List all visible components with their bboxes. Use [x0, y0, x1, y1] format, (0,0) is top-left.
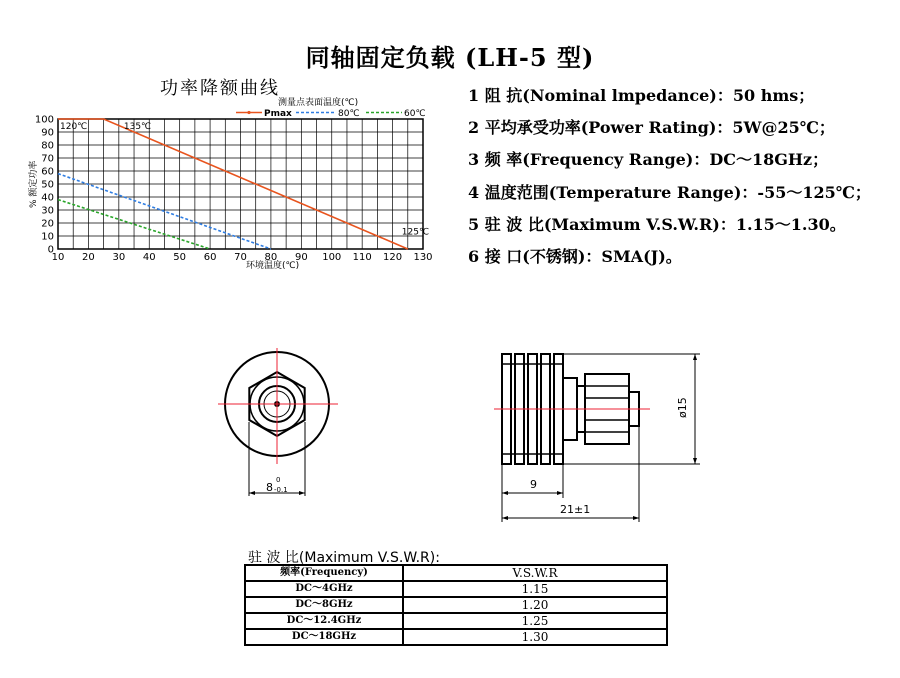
- annotation-label: 125℃: [401, 227, 430, 238]
- y-tick-label: 70: [41, 153, 54, 165]
- x-tick-label: 100: [322, 252, 342, 263]
- front-view-drawing: [200, 340, 370, 500]
- cell-frequency: DC～18GHz: [245, 629, 403, 645]
- derating-chart: [0, 0, 450, 280]
- x-tick-label: 90: [294, 252, 308, 263]
- cell-vswr: 1.25: [403, 613, 667, 629]
- x-tick-label: 80: [264, 252, 278, 263]
- header-frequency: 频率(Frequency): [245, 565, 403, 581]
- x-tick-label: 130: [413, 252, 433, 263]
- y-tick-label: 50: [41, 179, 54, 191]
- y-tick-label: 0: [47, 244, 54, 256]
- x-tick-label: 30: [112, 252, 126, 263]
- spec-vswr: 5 驻 波 比(Maximum V.S.W.R)：1.15～1.30。: [468, 215, 846, 234]
- dim-9: 9: [530, 478, 537, 491]
- dim-15: ø15: [676, 397, 689, 418]
- x-tick-label: 50: [173, 252, 187, 263]
- table-row: [245, 629, 667, 645]
- x-tick-label: 60: [203, 252, 217, 263]
- dim-8-lower: -0.1: [274, 486, 288, 494]
- y-tick-label: 30: [41, 205, 54, 217]
- x-tick-label: 70: [234, 252, 247, 263]
- dim-8-upper: 0: [276, 476, 281, 484]
- table-row: [245, 581, 667, 597]
- x-tick-label: 20: [82, 252, 95, 263]
- cell-frequency: DC～4GHz: [245, 581, 403, 597]
- header-vswr: V.S.W.R: [403, 565, 667, 581]
- spec-frequency: 3 频 率(Frequency Range)：DC～18GHz；: [468, 150, 829, 169]
- legend-label-pmax: Pmax: [264, 109, 292, 119]
- cell-frequency: DC～12.4GHz: [245, 613, 403, 629]
- cell-frequency: DC～8GHz: [245, 597, 403, 613]
- x-tick-label: 110: [352, 252, 372, 263]
- x-tick-label: 10: [51, 252, 65, 263]
- dim-8: 8: [266, 481, 273, 494]
- spec-temperature: 4 温度范围(Temperature Range)：-55～125℃；: [468, 183, 871, 202]
- y-tick-label: 40: [41, 192, 54, 204]
- vswr-caption: 驻 波 比(Maximum V.S.W.R):: [248, 550, 440, 566]
- x-tick-label: 40: [142, 252, 156, 263]
- y-tick-label: 80: [41, 140, 54, 152]
- cell-vswr: 1.30: [403, 629, 667, 645]
- y-tick-label: 60: [41, 166, 54, 178]
- table-row: [245, 613, 667, 629]
- spec-power-rating: 2 平均承受功率(Power Rating)：5W@25℃；: [468, 118, 835, 137]
- page-title: 同轴固定负载 (LH-5 型): [305, 43, 595, 72]
- y-axis-label: % 额定功率: [29, 160, 39, 208]
- legend-marker-pmax: [247, 111, 250, 114]
- spec-connector: 6 接 口(不锈钢)：SMA(J)。: [468, 247, 682, 266]
- spec-impedance: 1 阻 抗(Nominal lmpedance)：50 hms；: [468, 86, 815, 105]
- legend-label-80: 80℃: [338, 109, 360, 119]
- y-tick-label: 10: [41, 231, 54, 243]
- chart-legend: [236, 96, 426, 119]
- y-tick-label: 100: [34, 114, 54, 126]
- vswr-table: [244, 564, 668, 646]
- y-tick-label: 20: [41, 218, 54, 230]
- legend-label-60: 60℃: [404, 109, 426, 119]
- chart-grid: [58, 119, 423, 249]
- table-row: [245, 597, 667, 613]
- x-tick-label: 120: [383, 252, 403, 263]
- cell-vswr: 1.15: [403, 581, 667, 597]
- cell-vswr: 1.20: [403, 597, 667, 613]
- chart-ticks: [35, 115, 433, 264]
- y-tick-label: 90: [41, 127, 54, 139]
- table-header-row: [245, 565, 667, 581]
- annotation-label: 120℃: [60, 122, 88, 132]
- dim-21: 21±1: [560, 503, 591, 516]
- side-view-drawing: [490, 340, 710, 525]
- x-axis-label: 环境温度(℃): [246, 261, 300, 271]
- legend-title: 测量点表面温度(℃): [278, 98, 359, 108]
- annotation-label: 135℃: [123, 122, 152, 132]
- chart-title: 功率降额曲线: [160, 78, 280, 99]
